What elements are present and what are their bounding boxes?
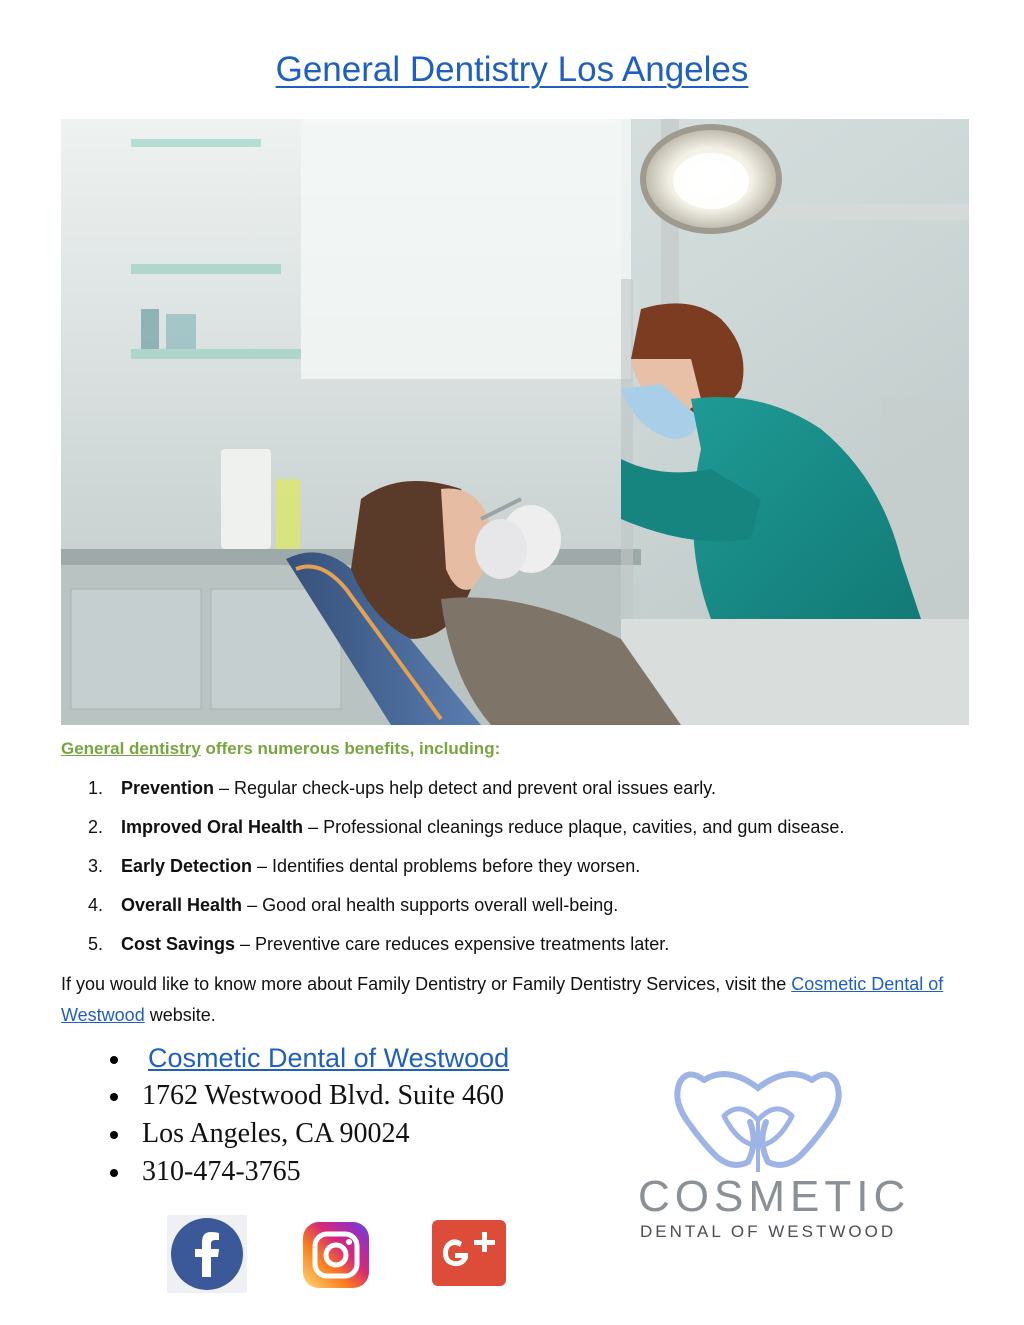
- contact-city-item: [110, 1116, 509, 1154]
- list-number: 1.: [88, 778, 104, 798]
- general-dentistry-link[interactable]: General dentistry: [61, 739, 201, 758]
- benefit-title: Prevention: [121, 778, 215, 798]
- benefit-desc: – Good oral health supports overall well-being.: [242, 895, 619, 915]
- benefit-desc: – Identifies dental problems before they worsen.: [252, 856, 641, 876]
- city-line: Los Angeles, CA 90024: [142, 1118, 410, 1149]
- benefit-title: Improved Oral Health: [121, 817, 304, 837]
- list-item: [88, 776, 844, 815]
- benefit-desc: – Professional cleanings reduce plaque, cavities, and gum disease.: [303, 817, 845, 837]
- contact-name-item: [110, 1040, 509, 1078]
- benefit-title: Overall Health: [121, 895, 243, 915]
- para-text-after: website.: [144, 1005, 216, 1025]
- bullet-icon: [110, 1131, 118, 1139]
- benefit-title: Cost Savings: [121, 934, 236, 954]
- practice-logo: [628, 1060, 911, 1241]
- list-item: [88, 893, 844, 932]
- benefits-intro: [61, 737, 500, 761]
- list-item: [88, 815, 844, 854]
- instagram-icon[interactable]: [301, 1220, 371, 1295]
- benefit-title: Early Detection: [121, 856, 253, 876]
- contact-list: [110, 1040, 509, 1192]
- phone-number: 310-474-3765: [142, 1156, 301, 1187]
- bullet-icon: [110, 1093, 118, 1101]
- bullet-icon: [110, 1169, 118, 1177]
- logo-wordmark: COSMETIC: [638, 1172, 911, 1221]
- practice-name-link[interactable]: Cosmetic Dental of Westwood: [148, 1043, 510, 1073]
- page-title-link[interactable]: General Dentistry Los Angeles: [275, 50, 749, 89]
- address-line: 1762 Westwood Blvd. Suite 460: [142, 1080, 505, 1111]
- social-links: [167, 1215, 527, 1295]
- logo-subtitle: DENTAL OF WESTWOOD: [640, 1222, 897, 1241]
- list-number: 4.: [88, 895, 104, 915]
- benefit-desc: – Regular check-ups help detect and prevent oral issues early.: [214, 778, 716, 798]
- list-item: [88, 932, 844, 971]
- benefits-list: [88, 776, 844, 971]
- contact-phone-item: [110, 1154, 509, 1192]
- list-number: 5.: [88, 934, 104, 954]
- cosmetic-dental-link[interactable]: Cosmetic Dental of Westwood: [61, 974, 944, 1025]
- dentist-photo: [61, 119, 969, 725]
- para-text-before: If you would like to know more about Family Dentistry or Family Dentistry Services, visit the: [61, 974, 792, 994]
- benefit-desc: – Preventive care reduces expensive treatments later.: [235, 934, 670, 954]
- page-title: [0, 48, 1024, 92]
- facebook-icon[interactable]: [167, 1215, 247, 1298]
- list-number: 3.: [88, 856, 104, 876]
- intro-text: offers numerous benefits, including:: [200, 739, 501, 758]
- tooth-logo-icon: [628, 1060, 888, 1180]
- list-item: [88, 854, 844, 893]
- contact-address-item: [110, 1078, 509, 1116]
- google-plus-icon[interactable]: [432, 1220, 506, 1291]
- list-number: 2.: [88, 817, 104, 837]
- more-info-paragraph: [61, 969, 981, 1031]
- bullet-icon: [110, 1056, 118, 1064]
